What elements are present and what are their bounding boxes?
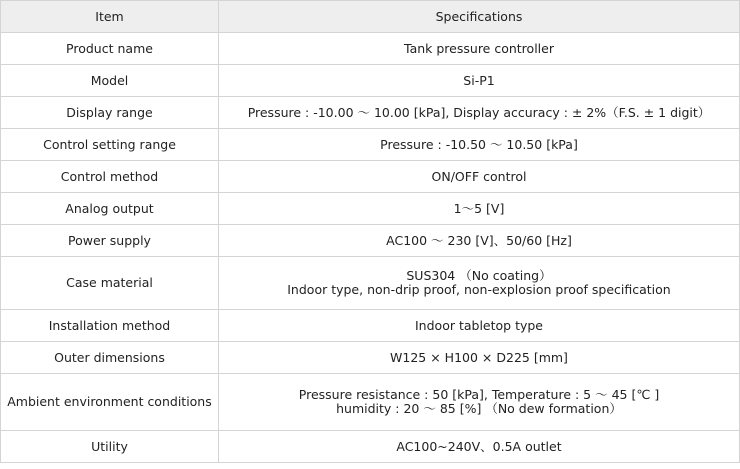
table-row (1, 431, 740, 463)
table-row (1, 97, 740, 129)
row-item-label: Control setting range (1, 129, 219, 161)
row-item-label: Outer dimensions (1, 342, 219, 374)
row-item-label: Analog output (1, 193, 219, 225)
table-row (1, 374, 740, 431)
row-item-label: Control method (1, 161, 219, 193)
row-spec-value: Pressure : -10.00 ～ 10.00 [kPa], Display accuracy : ± 2%（F.S. ± 1 digit） (219, 97, 740, 129)
row-item-label: Product name (1, 33, 219, 65)
row-item-label: Ambient environment conditions (1, 374, 219, 431)
table-row (1, 65, 740, 97)
table-header-row (1, 1, 740, 33)
row-spec-value: Si-P1 (219, 65, 740, 97)
table-row (1, 342, 740, 374)
row-spec-value: Indoor tabletop type (219, 310, 740, 342)
row-item-label: Display range (1, 97, 219, 129)
table-row (1, 161, 740, 193)
row-item-label: Utility (1, 431, 219, 463)
table-row (1, 33, 740, 65)
row-spec-value: 1～5 [V] (219, 193, 740, 225)
row-spec-value: SUS304 （No coating） Indoor type, non-drip proof, non-explosion proof specification (219, 257, 740, 310)
row-spec-value: AC100 ～ 230 [V]、50/60 [Hz] (219, 225, 740, 257)
table-row (1, 225, 740, 257)
row-item-label: Installation method (1, 310, 219, 342)
table-row (1, 310, 740, 342)
header-item: Item (1, 1, 219, 33)
table-row (1, 129, 740, 161)
header-specifications: Specifications (219, 1, 740, 33)
row-item-label: Power supply (1, 225, 219, 257)
table-row (1, 193, 740, 225)
table-row (1, 257, 740, 310)
row-spec-value: Pressure resistance : 50 [kPa], Temperature : 5 ～ 45 [℃ ] humidity : 20 ～ 85 [%] （No dew formation） (219, 374, 740, 431)
row-item-label: Model (1, 65, 219, 97)
row-spec-value: W125 × H100 × D225 [mm] (219, 342, 740, 374)
row-item-label: Case material (1, 257, 219, 310)
row-spec-value: ON/OFF control (219, 161, 740, 193)
row-spec-value: AC100~240V、0.5A outlet (219, 431, 740, 463)
row-spec-value: Tank pressure controller (219, 33, 740, 65)
row-spec-value: Pressure : -10.50 ～ 10.50 [kPa] (219, 129, 740, 161)
